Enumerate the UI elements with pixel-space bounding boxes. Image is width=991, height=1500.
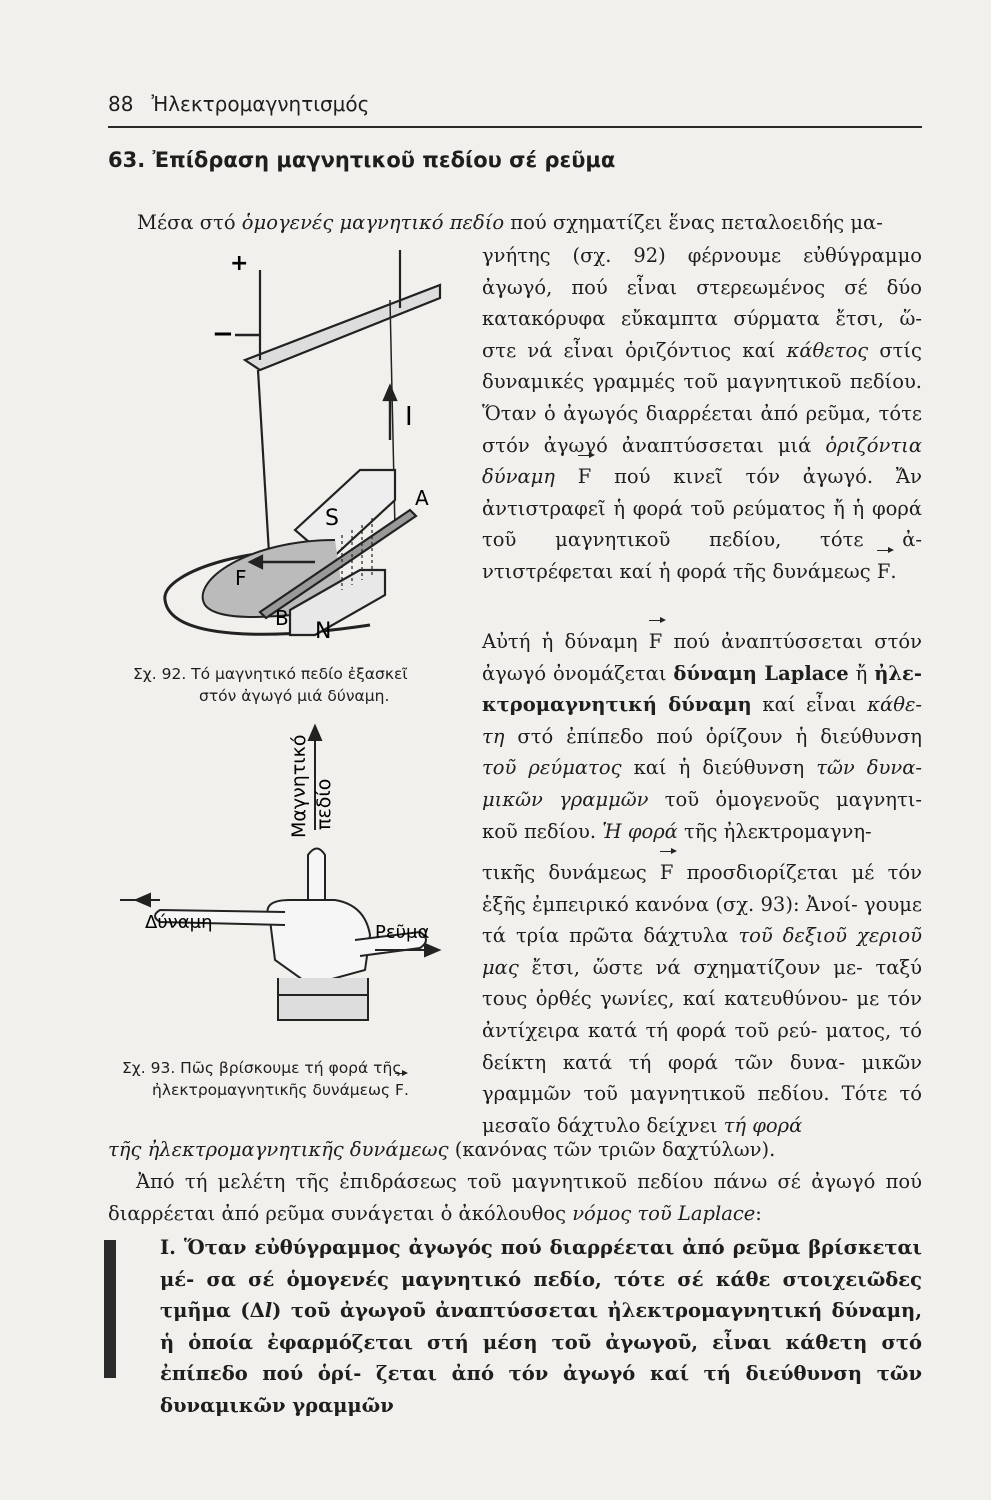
law-em: l <box>264 1299 273 1322</box>
header-rule <box>108 126 922 128</box>
col2-bold1: δύναμη Laplace <box>673 661 849 685</box>
col2-t2: πού ἀναπτύσσεται στόν ἀγωγό ὀνομάζεται <box>482 630 922 685</box>
col2-em3: τῶν δυνα- μικῶν γραμμῶν <box>482 756 923 811</box>
label-n: N <box>315 619 332 644</box>
col1-em1: κάθετος <box>786 338 869 362</box>
full-em2: νόμος τοῦ Laplace <box>572 1202 756 1225</box>
col2-vec: F <box>649 626 663 658</box>
col2-t5: στό ἐπίπεδο πού ὁρίζουν ἡ διεύθυνση <box>504 724 922 748</box>
law-t2: ) τοῦ ἀγωγοῦ ἀναπτύσσεται ἠλεκτρομαγνητική δύναμη, ἡ ὁποία ἐφαρμόζεται στή μέση τοῦ ἀγωγοῦ, εἶναι κάθετη στό ἐπίπεδο πού ὁρί- ζεται ἀπό τόν ἀγωγό καί τή διεύθυνση τῶν δυναμικῶν γραμμῶν <box>160 1299 922 1417</box>
figure-93-hand-diagram <box>120 720 460 1060</box>
col1-t3: πού κινεῖ τόν ἀγωγό. Ἄν ἀντιστραφεῖ ἡ φορά τοῦ ρεύματος ἤ ἡ φορά τοῦ μαγνητικοῦ πεδίου, τότε ἀ- ντιστρέφεται καί ἡ φορά τῆς δυνάμεως <box>482 465 922 583</box>
index-finger <box>308 849 325 901</box>
col2-em2: τοῦ ρεύματος <box>482 756 622 780</box>
col2-bold2: ἠλε- κτρομαγνητική δύναμη <box>482 661 922 717</box>
label-s: S <box>325 506 339 531</box>
col1-vec1: F <box>578 461 592 493</box>
law-t1: I. Ὅταν εὐθύγραμμος ἀγωγός πού διαρρέεται ἀπό ρεῦμα βρίσκεται μέ- σα σέ ὁμογενές μαγνητικό πεδίο, τότε σέ κάθε στοιχειῶδες τμῆμα (Δ <box>160 1236 922 1322</box>
intro-line <box>137 207 922 239</box>
caption-92-line2: στόν ἀγωγό μιά δύναμη. <box>199 687 390 705</box>
cuff <box>278 978 368 1020</box>
column-paragraph-1 <box>482 240 922 588</box>
col3-t3: ἔτσι, ὥστε νά σχηματίζουν με- ταξύ τους ὀρθές γωνίες, καί κατευθύνου- με τόν ἀντίχειρα κατά τή φορά τοῦ ρεύ- ματος, τό δείκτη κατά τή φορά τῶν δυνα- μικῶν γραμμῶν τοῦ μαγνητικοῦ πεδίου. Τότε τό μεσαῖο δάχτυλο δείχνει <box>482 955 922 1137</box>
full-width-line <box>108 1134 922 1166</box>
full-t2: Ἀπό τή μελέτη τῆς ἐπιδράσεως τοῦ μαγνητικοῦ πεδίου πάνω σέ ἀγωγό πού διαρρέεται ἀπό ρεῦμα συνάγεται ὁ ἀκόλουθος <box>108 1170 922 1225</box>
section-title: 63. Ἐπίδραση μαγνητικοῦ πεδίου σέ ρεῦμα <box>108 148 616 172</box>
minus-label: − <box>212 319 234 349</box>
col2-t4: καί εἶναι <box>751 693 868 717</box>
col2-em4: Ἡ φορά <box>602 819 678 843</box>
figure-93-caption <box>122 1057 409 1101</box>
col3-t2: προσδιορίζεται μέ τόν ἑξῆς ἐμπειρικό κανόνα (σχ. 93): Ἀνοί- γουμε τά τρία πρῶτα δάχτυλα <box>482 861 923 948</box>
label-b: B <box>275 606 289 630</box>
col2-em1: κάθε- τη <box>482 693 922 748</box>
current-label: I <box>405 402 413 432</box>
intro-tail: πού σχηματίζει ἕνας πεταλοειδής μα- <box>504 211 883 234</box>
col2-t3: ἤ <box>848 661 875 685</box>
column-paragraph-3 <box>482 857 922 1141</box>
full-em1: τῆς ἠλεκτρομαγνητικῆς δυνάμεως <box>108 1138 449 1161</box>
label-f: F <box>235 566 247 590</box>
full-t1: (κανόνας τῶν τριῶν δαχτύλων). <box>448 1138 776 1161</box>
field-label-1: Μαγνητικό <box>288 734 310 838</box>
caption-93-end: . <box>403 1081 409 1099</box>
force-label: Δύναμη <box>145 912 213 933</box>
col2-t7: τοῦ ὁμογενοῦς μαγνητι- κοῦ πεδίου. <box>482 787 923 843</box>
running-title: Ἠλεκτρομαγνητισμός <box>151 92 370 116</box>
field-label-2: πεδίο <box>313 778 335 830</box>
label-a: A <box>415 486 429 510</box>
col3-em2: τή φορά <box>723 1113 803 1137</box>
current-label-93: Ρεῦμα <box>375 922 430 943</box>
left-wire <box>258 370 270 570</box>
col2-t1: Αὐτή ἡ δύναμη <box>482 630 649 653</box>
caption-93-text: ἠλεκτρομαγνητικῆς δυνάμεως <box>152 1081 396 1099</box>
col1-em2: ὁριζόντια δύναμη <box>482 433 922 489</box>
col1-t1: γνήτης (σχ. 92) φέρνουμε εὐθύγραμμο ἀγωγό, πού εἶναι στερεωμένος σέ δύο κατακόρυφα εὔκαμπτα σύρματα ἔτσι, ὥ- στε νά εἶναι ὁριζόντιος καί <box>482 244 922 362</box>
law-of-laplace <box>160 1232 922 1421</box>
figure-92-diagram <box>120 240 480 660</box>
column-paragraph-2 <box>482 626 922 847</box>
full-end: : <box>755 1202 762 1225</box>
top-plate <box>245 285 440 370</box>
page-number: 88 <box>108 92 134 116</box>
caption-92-line1: Σχ. 92. Τό μαγνητικό πεδίο ἐξασκεῖ <box>133 665 408 683</box>
col2-t8: τῆς ἠλεκτρομαγνη- <box>677 819 872 843</box>
caption-93-line2 <box>122 1079 409 1101</box>
col1-end: . <box>890 559 897 583</box>
col3-vec: F <box>660 857 674 889</box>
intro-em: ὁμογενές μαγνητικό πεδίο <box>241 211 505 234</box>
col1-t2: στίς δυναμικές γραμμές τοῦ μαγνητικοῦ πεδίου. Ὅταν ὁ ἀγωγός διαρρέεται ἀπό ρεῦμα, τότε στόν ἀγωγό ἀναπτύσσεται μιά <box>482 338 922 457</box>
intro-lead: Μέσα στό <box>137 211 242 234</box>
plus-label: + <box>230 251 249 276</box>
caption-93-line1: Σχ. 93. Πῶς βρίσκουμε τή φορά τῆς <box>122 1059 402 1077</box>
col3-t1: τικῆς δυνάμεως <box>482 861 660 884</box>
law-margin-bar <box>104 1240 116 1378</box>
caption-93-vector: F <box>395 1081 404 1099</box>
col2-t6: καί ἡ διεύθυνση <box>621 756 817 780</box>
running-header <box>108 92 369 116</box>
figure-92-caption <box>133 663 408 707</box>
col1-vec2: F <box>877 556 891 588</box>
col3-em1: τοῦ δεξιοῦ χεριοῦ μας <box>482 924 922 979</box>
full-width-paragraph <box>108 1166 922 1230</box>
